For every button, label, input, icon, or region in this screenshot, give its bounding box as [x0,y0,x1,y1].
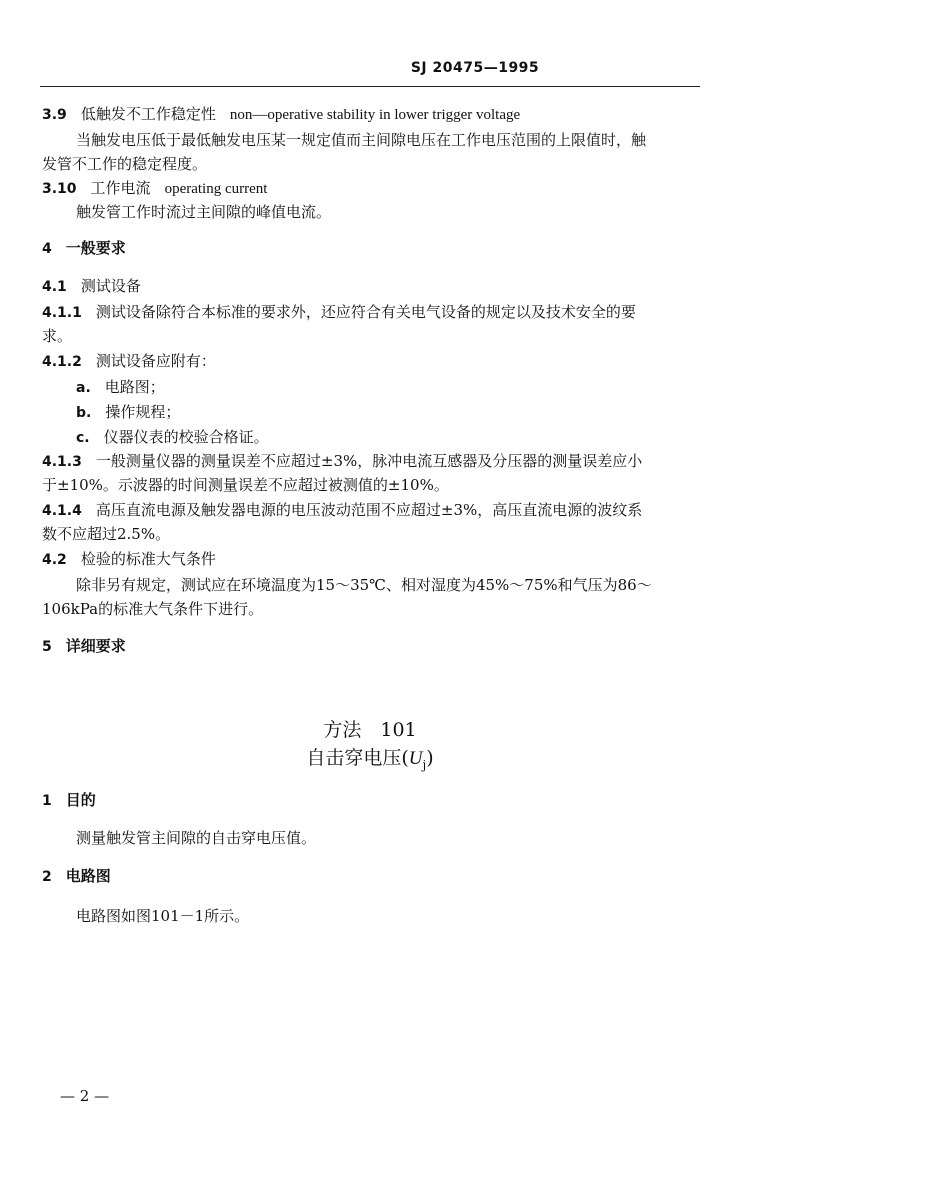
section-4-1-2 [42,351,216,372]
list-label: c. [76,430,90,446]
section-title: 测试设备 [80,277,141,295]
paragraph-text: 测试设备应附有： [95,352,216,370]
paragraph-line: 触发管工作时流过主间隙的峰值电流。 [76,203,332,221]
paragraph-text: 测试设备除符合本标准的要求外，还应符合有关电气设备的规定以及技术安全的要 [95,303,636,321]
section-title-en: operating current [164,181,268,197]
section-number: 4.1 [42,279,67,295]
list-text: 操作规程； [105,403,181,421]
section-number: 4.1.3 [42,454,82,470]
section-4-1-1 [42,302,636,323]
section-number: 2 [42,869,52,885]
list-item [76,402,180,423]
paragraph-line: 求。 [42,327,73,345]
section-number: 4 [42,241,52,257]
section-4-1-3 [42,451,642,472]
section-number: 3.10 [42,181,77,197]
paragraph-line: 于±10%。示波器的时间测量误差不应超过被测值的±10%。 [42,476,449,494]
section-4-heading [42,238,126,259]
section-4-1-heading [42,276,141,297]
method-section-2-heading [42,866,111,887]
section-number: 3.9 [42,107,67,123]
section-number: 4.1.2 [42,354,82,370]
method-subtitle [0,746,740,777]
paragraph-line: 除非另有规定，测试应在环境温度为15～35℃、相对湿度为45%～75%和气压为86～ [76,576,652,594]
list-text: 仪器仪表的校验合格证。 [103,428,269,446]
section-title: 工作电流 [90,179,151,197]
section-4-2-heading [42,549,216,570]
page-number: — 2 — [60,1087,110,1105]
paragraph-line: 电路图如图101－1所示。 [76,907,250,925]
paragraph-line: 发管不工作的稳定程度。 [42,155,208,173]
subtitle-close: ) [426,747,434,769]
paragraph-line: 测量触发管主间隙的自击穿电压值。 [76,829,317,847]
section-number: 4.2 [42,552,67,568]
section-title: 详细要求 [65,637,126,655]
section-3-10-heading [42,178,267,199]
paragraph-text: 一般测量仪器的测量误差不应超过±3%，脉冲电流互感器及分压器的测量误差应小 [95,452,643,470]
section-title: 一般要求 [65,239,126,257]
subtitle-text: 自击穿电压( [306,747,409,769]
section-3-9-heading [42,104,520,125]
section-number: 1 [42,793,52,809]
list-item [76,427,269,448]
section-4-1-4 [42,500,642,521]
section-5-heading [42,636,126,657]
voltage-subscript: j [422,757,427,772]
list-label: b. [76,405,92,421]
voltage-symbol: U [408,748,423,769]
list-text: 电路图； [104,378,165,396]
section-title-en: non—operative stability in lower trigger voltage [229,107,521,123]
section-title: 低触发不工作稳定性 [80,105,216,123]
section-title: 目的 [65,791,96,809]
section-number: 4.1.1 [42,305,82,321]
paragraph-line: 106kPa的标准大气条件下进行。 [42,600,264,618]
paragraph-line: 数不应超过2.5%。 [42,525,171,543]
header-rule [40,86,700,87]
section-number: 5 [42,639,52,655]
list-label: a. [76,380,91,396]
list-item [76,377,165,398]
method-section-1-heading [42,790,96,811]
section-number: 4.1.4 [42,503,82,519]
section-title: 电路图 [65,867,111,885]
section-title: 检验的标准大气条件 [80,550,216,568]
paragraph-line: 当触发电压低于最低触发电压某一规定值而主间隙电压在工作电压范围的上限值时，触 [76,131,647,149]
paragraph-text: 高压直流电源及触发器电源的电压波动范围不应超过±3%，高压直流电源的波纹系 [95,501,643,519]
standard-code-header: SJ 20475—1995 [410,60,540,76]
method-title: 方法 101 [323,719,417,741]
